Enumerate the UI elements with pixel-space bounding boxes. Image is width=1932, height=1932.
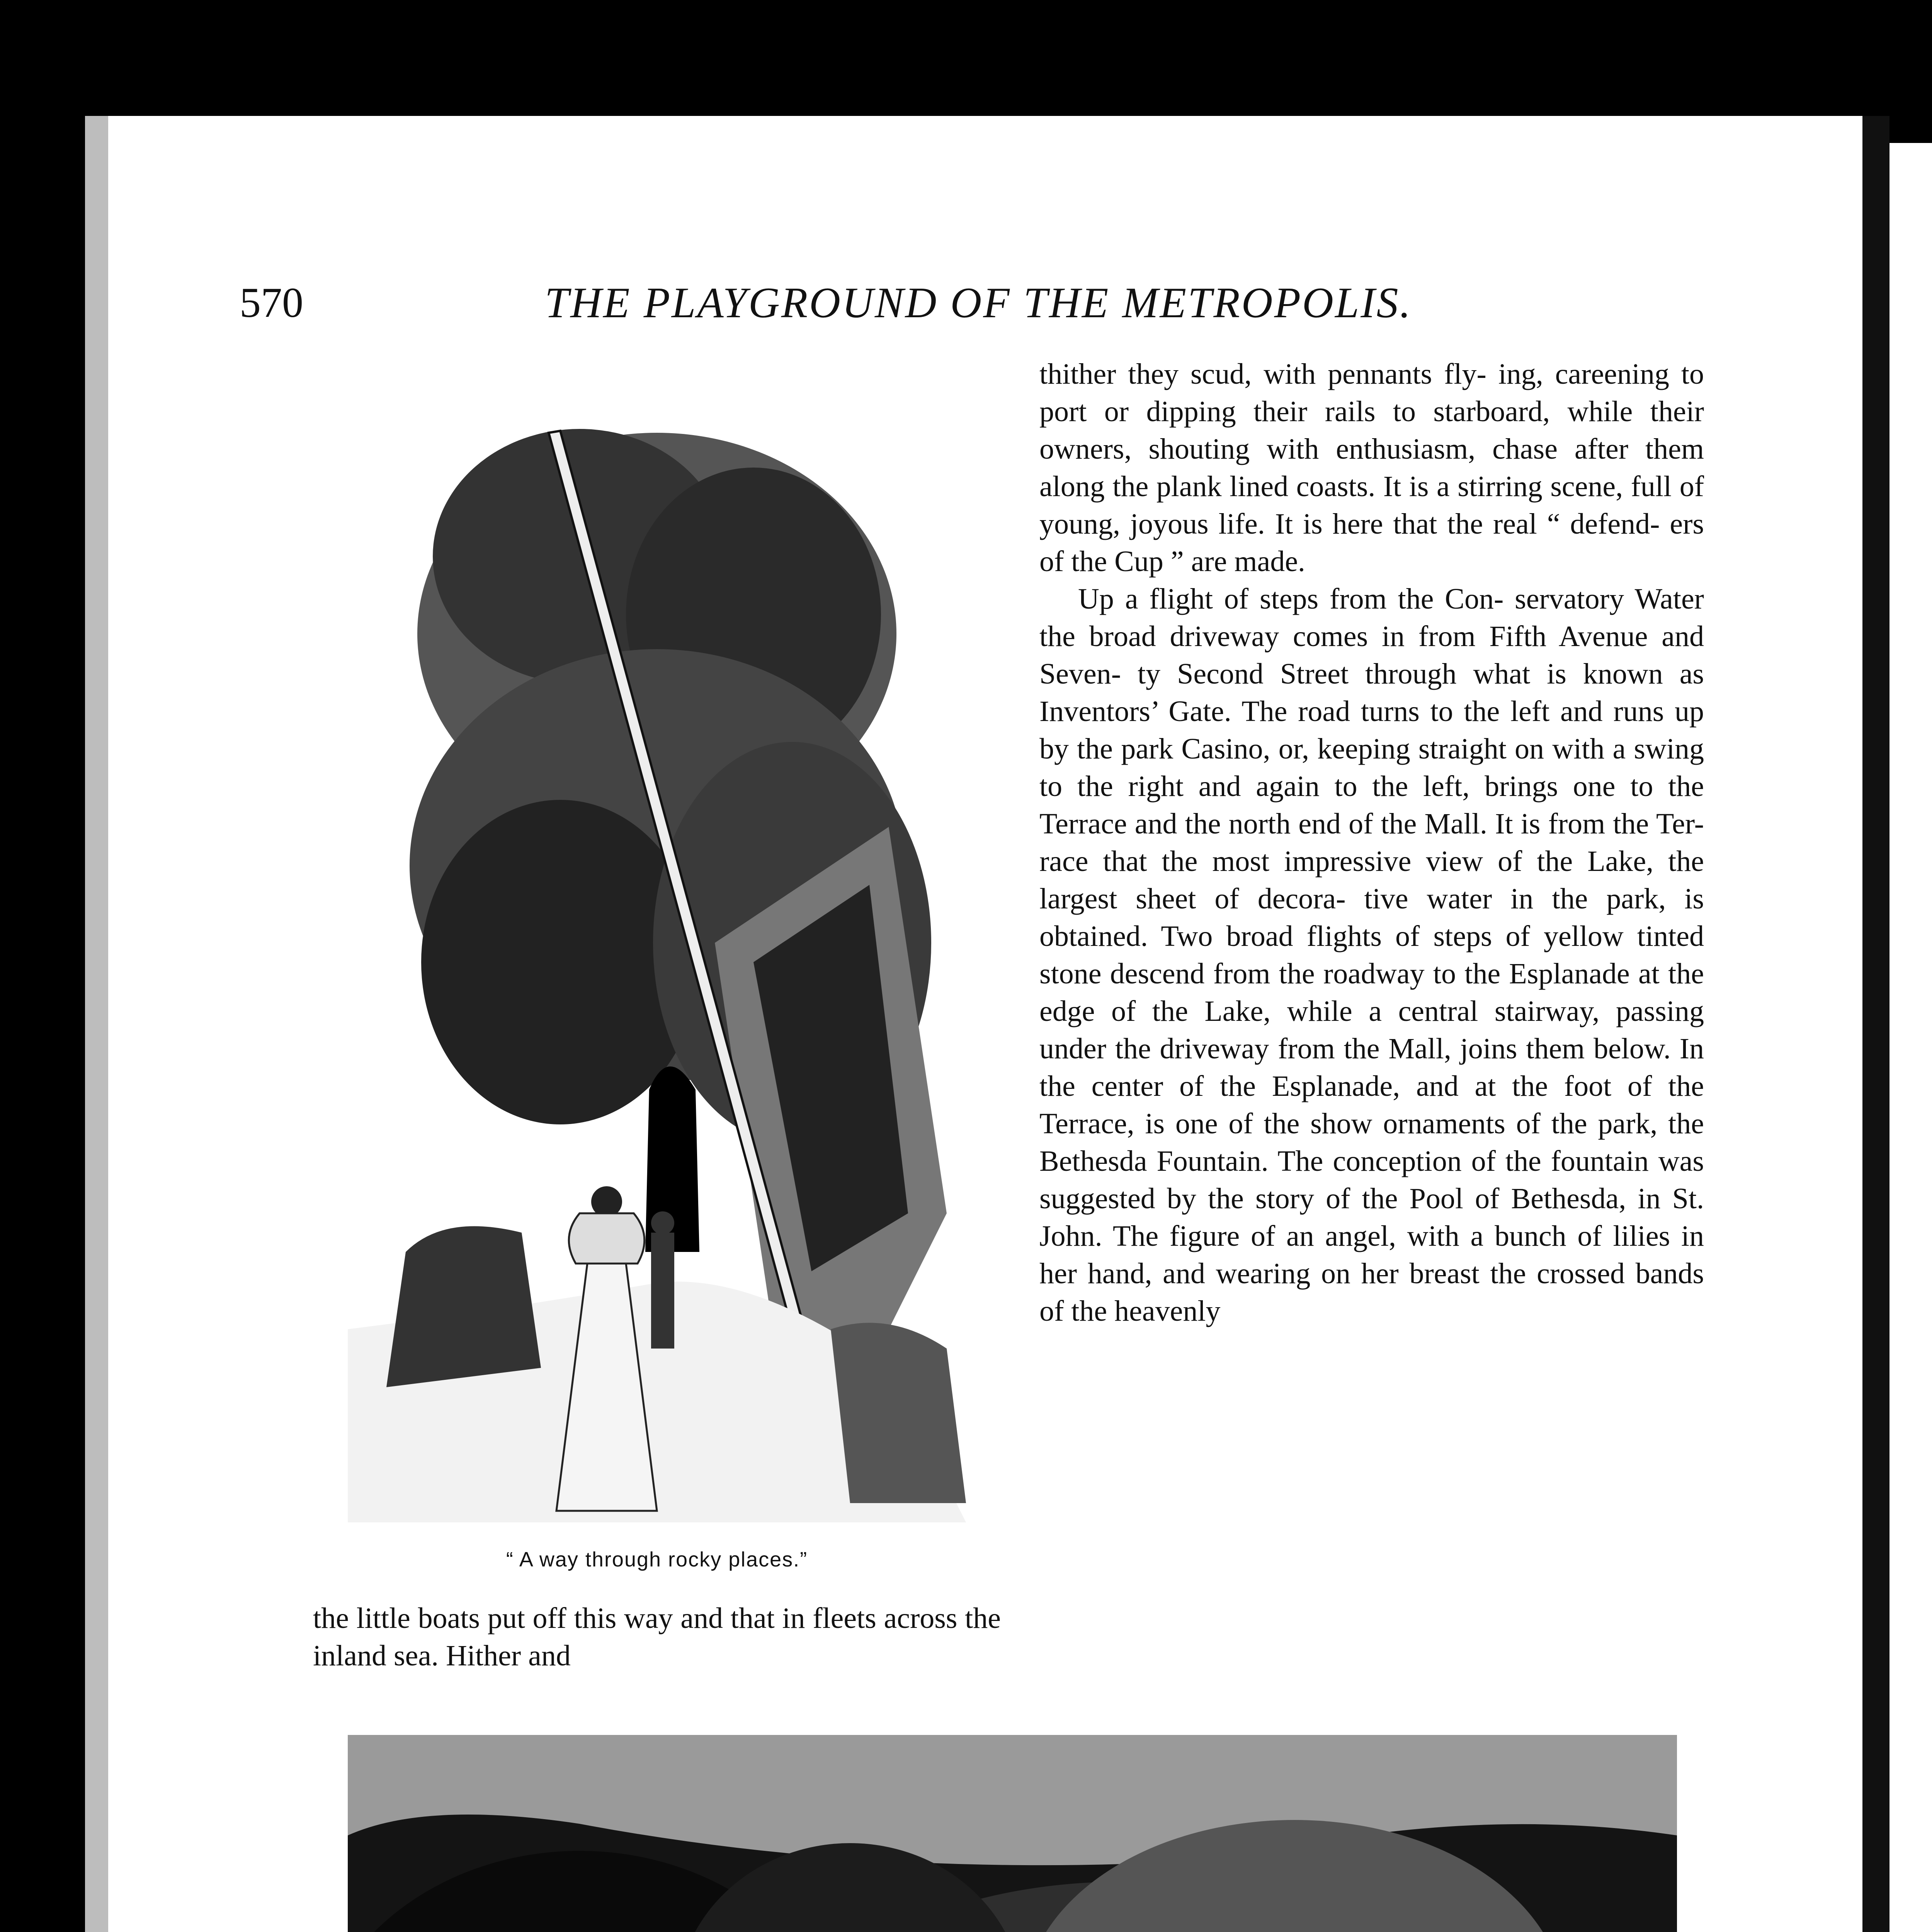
figure-caption: “ A way through rocky places.” — [506, 1548, 808, 1571]
paragraph: the little boats put off this way and that in fleets across the inland sea. Hither and — [313, 1602, 1001, 1672]
photo-lake-cave — [348, 1735, 1677, 1932]
text-column-left — [313, 1600, 1001, 1675]
facing-page-edge — [1889, 143, 1932, 1932]
text-column-right — [1039, 355, 1704, 1330]
scan-edge — [85, 116, 108, 1932]
illustration-rocky-path — [309, 363, 1005, 1546]
paragraph: Up a flight of steps from the Con- servatory Water the broad driveway comes in from Fifth Avenue and Seven- ty Second Street through what is known as Inventors’ Gate. The road turns to the left and runs up by the park Casino, or, keeping straight on with a swing to the right and again to the left, brings one to the Terrace and the north end of the Mall. It is from the Ter- race that the most impressive view of the Lake, the largest sheet of decora- tive water in the park, is obtained. Two broad flights of steps of yellow tinted stone descend from the roadway to the Esplanade at the edge of the Lake, while a central stairway, passing under the driveway from the Mall, joins them below. In the center of the Esplanade, and at the foot of the Terrace, is one of the show ornaments of the park, the Bethesda Fountain. The conception of the fountain was suggested by the story of the Pool of Bethesda, in St. John. The figure of an angel, with a bunch of lilies in her hand, and wearing on her breast the crossed bands of the heavenly — [1039, 583, 1704, 1327]
running-title: THE PLAYGROUND OF THE METROPOLIS. — [545, 279, 1412, 327]
gutter — [1862, 116, 1889, 1932]
page-number: 570 — [240, 279, 303, 326]
paragraph: thither they scud, with pennants fly- ing, careening to port or dipping their rails to starboard, while their owners, shouting with enthusiasm, chase after them along the plank lined coasts. It is a stirring scene, full of young, joyous life. It is here that the real “ defend- ers of the Cup ” are made. — [1039, 358, 1704, 578]
